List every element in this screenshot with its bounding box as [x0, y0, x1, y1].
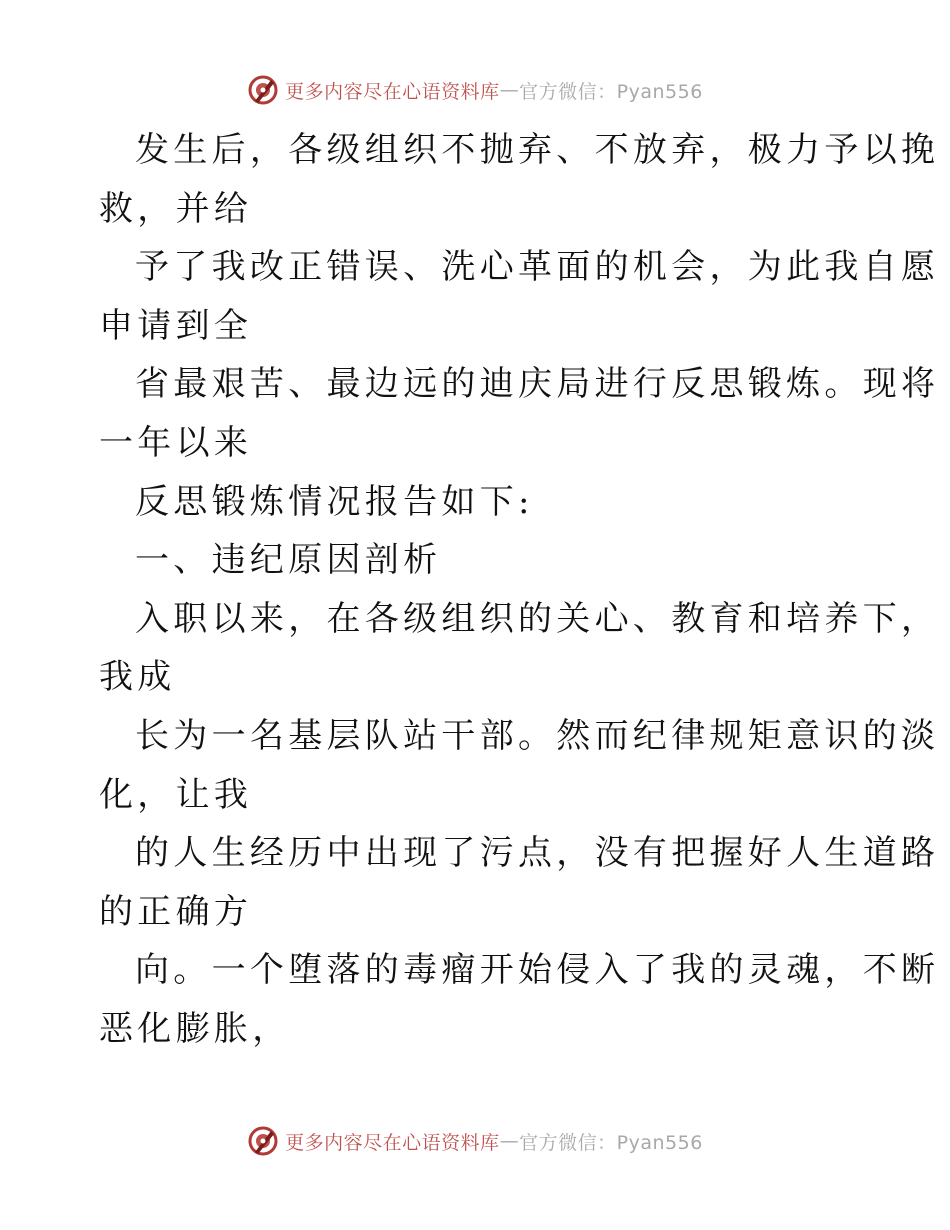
- text-line: 申请到全: [99, 305, 253, 346]
- watermark-contact-text: 官方微信：Pyan556: [519, 1131, 703, 1154]
- pen-seal-logo-icon: [247, 1125, 279, 1157]
- text-line: 化，让我: [99, 774, 253, 815]
- text-line: 恶化膨胀，: [99, 1008, 291, 1049]
- watermark-contact-text: 官方微信：Pyan556: [519, 80, 703, 103]
- footer-watermark: [0, 1124, 950, 1158]
- text-line: 救，并给: [99, 188, 253, 229]
- watermark-dash: —: [499, 1130, 520, 1152]
- text-line: 的人生经历中出现了污点，没有把握好人生道路: [135, 833, 940, 874]
- watermark-brand-text: 更多内容尽在心语资料库: [285, 80, 500, 103]
- section-heading: 一、违纪原因剖析: [135, 540, 442, 581]
- text-line: 反思锻炼情况报告如下:: [135, 481, 534, 522]
- watermark-dash: —: [499, 79, 520, 101]
- text-line: 我成: [99, 657, 176, 698]
- watermark-brand-text: 更多内容尽在心语资料库: [285, 1131, 500, 1154]
- text-line: 省最艰苦、最边远的迪庆局进行反思锻炼。现将: [135, 364, 940, 405]
- text-line: 发生后，各级组织不抛弃、不放弃，极力予以挽: [135, 130, 940, 170]
- text-line: 予了我改正错误、洗心革面的机会，为此我自愿: [135, 247, 940, 288]
- document-body: [99, 121, 940, 1059]
- text-line: 的正确方: [99, 891, 253, 932]
- text-line: 一年以来: [99, 422, 253, 463]
- header-watermark: [0, 73, 950, 107]
- text-line: 长为一名基层队站干部。然而纪律规矩意识的淡: [135, 715, 940, 756]
- text-line: 入职以来，在各级组织的关心、教育和培养下，: [135, 598, 940, 639]
- pen-seal-logo-icon: [247, 74, 279, 106]
- text-line: 向。一个堕落的毒瘤开始侵入了我的灵魂，不断: [135, 950, 940, 991]
